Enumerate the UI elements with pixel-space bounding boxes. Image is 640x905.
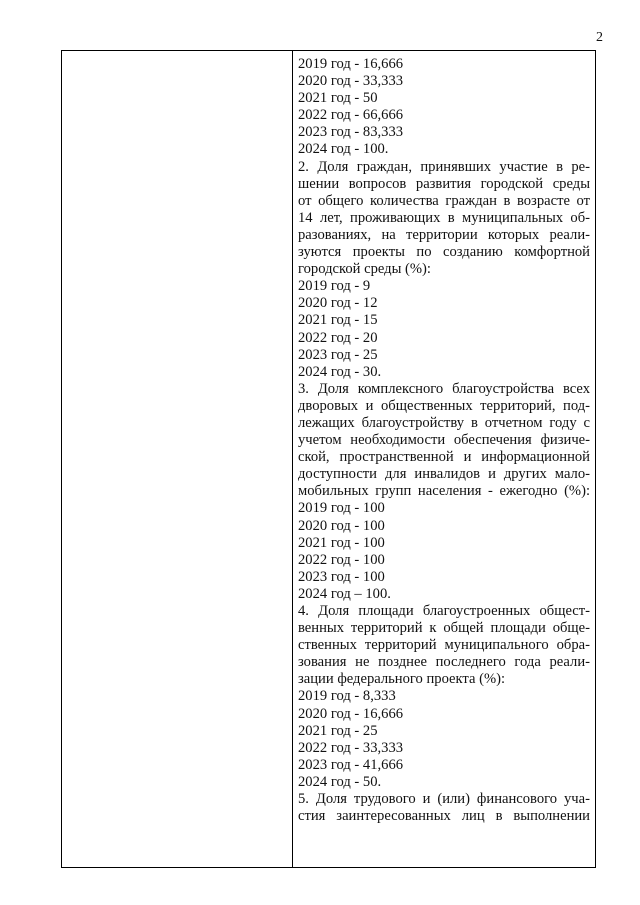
text-line: 2020 год - 33,333: [298, 73, 404, 90]
text-line: 2022 год - 33,333: [298, 739, 404, 756]
text-line: 5. Доля трудового и (или) финансового уча-: [298, 791, 590, 808]
text-line: 2023 год - 100: [298, 568, 385, 585]
text-line: 2022 год - 20: [298, 329, 378, 346]
text-line: зования не позднее последнего года реали-: [298, 654, 590, 671]
text-line: 2022 год - 100: [298, 551, 385, 568]
text-line: 2024 год – 100.: [298, 585, 391, 602]
text-line: доступности для инвалидов и других мало-: [298, 466, 590, 483]
text-line: 14 лет, проживающих в муниципальных об-: [298, 209, 590, 226]
text-line: 2021 год - 15: [298, 312, 378, 329]
text-line: мобильных групп населения - ежегодно (%):: [298, 483, 590, 500]
text-line: 2019 год - 16,666: [298, 56, 404, 72]
text-line: 2024 год - 100.: [298, 141, 389, 158]
document-table: [61, 50, 596, 868]
text-line: 3. Доля комплексного благоустройства всех: [298, 380, 590, 397]
text-line: 2024 год - 30.: [298, 363, 382, 380]
text-line: 2023 год - 25: [298, 346, 378, 363]
text-line: 2021 год - 100: [298, 534, 385, 551]
text-line: шении вопросов развития городской среды: [298, 175, 590, 192]
text-line: 2019 год - 8,333: [298, 688, 396, 705]
text-line: 2020 год - 12: [298, 295, 378, 312]
text-line: венных территорий к общей площади обще-: [298, 620, 590, 637]
text-line: от общего количества граждан в возрасте от: [298, 192, 590, 209]
text-line: дворовых и общественных территорий, под-: [298, 397, 590, 414]
text-line: учетом необходимости обеспечения физиче-: [298, 432, 590, 449]
page-number: 2: [596, 30, 603, 45]
text-line: 2024 год - 50.: [298, 773, 382, 790]
text-line: лежащих благоустройству в отчетном году с: [298, 414, 590, 431]
text-line: зуются проекты по созданию комфортной: [298, 244, 590, 261]
right-column-cell: [298, 56, 590, 825]
text-line: 2023 год - 41,666: [298, 756, 404, 773]
text-line: 2020 год - 16,666: [298, 705, 404, 722]
text-line: ственных территорий муниципального обра-: [298, 637, 590, 654]
text-line: разованиях, на территории которых реали-: [298, 226, 590, 243]
text-line: ской, пространственной и информационной: [298, 449, 590, 466]
text-line: 2. Доля граждан, принявших участие в ре-: [298, 158, 590, 175]
text-line: 2023 год - 83,333: [298, 124, 404, 141]
text-line: 2021 год - 25: [298, 722, 378, 739]
text-line: городской среды (%):: [298, 261, 431, 278]
text-line: стия заинтересованных лиц в выполнении: [298, 808, 590, 825]
text-line: 2019 год - 100: [298, 500, 385, 517]
text-line: зации федерального проекта (%):: [298, 671, 506, 688]
left-column-cell: [62, 51, 292, 867]
text-line: 2021 год - 50: [298, 90, 378, 107]
column-divider: [292, 51, 293, 867]
text-line: 2022 год - 66,666: [298, 107, 404, 124]
text-line: 2019 год - 9: [298, 278, 371, 295]
text-line: 4. Доля площади благоустроенных общест-: [298, 603, 590, 619]
text-line: 2020 год - 100: [298, 517, 385, 534]
